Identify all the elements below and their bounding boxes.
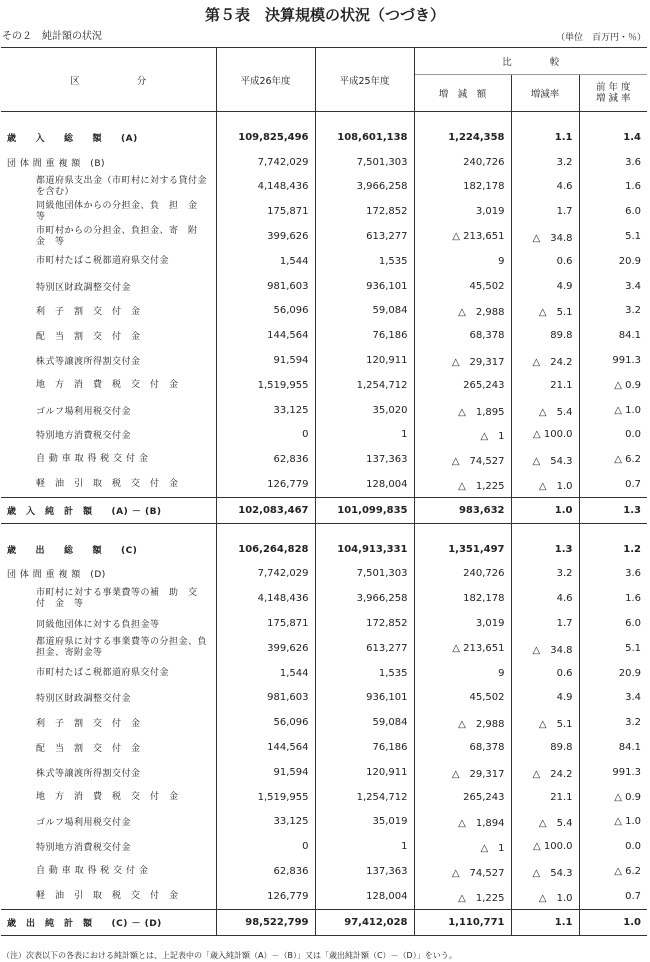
value-zougen: 983,632 bbox=[414, 497, 511, 523]
header-zennen: 前 年 度 増 減 率 bbox=[579, 75, 647, 112]
value-h25: 7,501,303 bbox=[315, 150, 414, 175]
table-row bbox=[1, 472, 647, 497]
header-h26: 平成26年度 bbox=[216, 48, 315, 112]
value-zennen: △ 0.9 bbox=[579, 785, 647, 810]
value-zougenritsu: 1.7 bbox=[511, 611, 579, 636]
value-h25: 1,254,712 bbox=[315, 373, 414, 398]
value-zennen: △ 1.0 bbox=[579, 810, 647, 835]
total-row bbox=[1, 537, 647, 562]
value-h26: 91,594 bbox=[216, 348, 315, 373]
table-row bbox=[1, 810, 647, 835]
row-label: 団 体 間 重 複 額 (D) bbox=[7, 570, 106, 581]
value-zennen: 84.1 bbox=[579, 735, 647, 760]
table-row bbox=[1, 611, 647, 636]
value-h25: 172,852 bbox=[315, 199, 414, 224]
table-subtitle: その２ 純計額の状況 bbox=[2, 31, 102, 42]
value-zougen: 1,224,358 bbox=[414, 125, 511, 150]
value-h26: 1,544 bbox=[216, 249, 315, 274]
row-label: 歳 出 純 計 額 (C) － (D) bbox=[1, 909, 216, 935]
table-row bbox=[1, 348, 647, 373]
value-zennen: 1.6 bbox=[579, 175, 647, 200]
value-zennen: 0.7 bbox=[579, 472, 647, 497]
value-zougen: 45,502 bbox=[414, 686, 511, 711]
value-zougenritsu: △ 34.8 bbox=[511, 224, 579, 249]
value-zougen: 1,110,771 bbox=[414, 909, 511, 935]
value-zougenritsu: △ 24.2 bbox=[511, 760, 579, 785]
value-h25: 101,099,835 bbox=[315, 497, 414, 523]
value-h26: 144,564 bbox=[216, 323, 315, 348]
value-h25: 1,535 bbox=[315, 661, 414, 686]
value-zennen: 0.7 bbox=[579, 884, 647, 909]
value-zougen: 9 bbox=[414, 249, 511, 274]
value-zougenritsu: 1.0 bbox=[511, 497, 579, 523]
value-h26: 981,603 bbox=[216, 274, 315, 299]
page-title: 第５表 決算規模の状況（つづき） bbox=[204, 6, 445, 24]
value-zougen: △ 29,317 bbox=[414, 348, 511, 373]
value-zougen: △ 1,225 bbox=[414, 884, 511, 909]
value-h26: 126,779 bbox=[216, 472, 315, 497]
row-label: ゴルフ場利用税交付金 bbox=[36, 406, 132, 417]
table-row bbox=[1, 224, 647, 249]
table-row bbox=[1, 661, 647, 686]
row-label: 都道府県支出金（市町村に対する貸付金を含む） bbox=[36, 175, 208, 197]
value-zougenritsu: 4.6 bbox=[511, 175, 579, 200]
value-h26: 399,626 bbox=[216, 636, 315, 661]
value-zennen: 3.4 bbox=[579, 686, 647, 711]
row-label: 市町村に対する事業費等の補 助 交 付 金 等 bbox=[36, 587, 208, 609]
value-h25: 1,254,712 bbox=[315, 785, 414, 810]
value-zougen: △ 213,651 bbox=[414, 636, 511, 661]
row-label: 配 当 割 交 付 金 bbox=[36, 332, 141, 343]
value-zougen: △ 2,988 bbox=[414, 299, 511, 324]
value-zougen: 265,243 bbox=[414, 785, 511, 810]
table-row bbox=[1, 785, 647, 810]
value-zougenritsu: 21.1 bbox=[511, 785, 579, 810]
value-zougen: △ 1 bbox=[414, 834, 511, 859]
row-label: 自 動 車 取 得 税 交 付 金 bbox=[36, 866, 149, 876]
value-zougen: △ 74,527 bbox=[414, 859, 511, 884]
row-label: 同級他団体に対する負担金等 bbox=[36, 620, 160, 631]
value-zougenritsu: 89.8 bbox=[511, 323, 579, 348]
value-h26: 175,871 bbox=[216, 611, 315, 636]
value-h26: 98,522,799 bbox=[216, 909, 315, 935]
value-zougen: 240,726 bbox=[414, 150, 511, 175]
value-h25: 120,911 bbox=[315, 760, 414, 785]
value-zougen: 45,502 bbox=[414, 274, 511, 299]
value-h26: 4,148,436 bbox=[216, 586, 315, 611]
value-zougenritsu: 1.7 bbox=[511, 199, 579, 224]
row-label: 地 方 消 費 税 交 付 金 bbox=[36, 791, 179, 802]
value-zougen: 240,726 bbox=[414, 562, 511, 587]
value-zougen: 3,019 bbox=[414, 611, 511, 636]
value-zougen: 3,019 bbox=[414, 199, 511, 224]
value-zougenritsu: 1.1 bbox=[511, 125, 579, 150]
value-zennen: 1.0 bbox=[579, 909, 647, 935]
value-h25: 76,186 bbox=[315, 323, 414, 348]
value-h26: 7,742,029 bbox=[216, 562, 315, 587]
row-label: 特別地方消費税交付金 bbox=[36, 843, 132, 854]
value-h26: 56,096 bbox=[216, 299, 315, 324]
table-row bbox=[1, 760, 647, 785]
row-label: 団 体 間 重 複 額 (B) bbox=[7, 158, 106, 169]
total-row bbox=[1, 909, 647, 935]
table-row bbox=[1, 423, 647, 448]
value-h25: 137,363 bbox=[315, 447, 414, 472]
value-h26: 0 bbox=[216, 423, 315, 448]
value-zougen: △ 1 bbox=[414, 423, 511, 448]
row-label: 歳 出 総 額 (C) bbox=[7, 545, 138, 556]
table-row bbox=[1, 150, 647, 175]
row-label: 歳 入 総 額 (A) bbox=[7, 133, 138, 144]
value-zougenritsu: △ 100.0 bbox=[511, 423, 579, 448]
table-row bbox=[1, 735, 647, 760]
value-zougenritsu: 3.2 bbox=[511, 150, 579, 175]
value-zennen: 3.4 bbox=[579, 274, 647, 299]
value-zougenritsu: △ 1.0 bbox=[511, 884, 579, 909]
table-row bbox=[1, 447, 647, 472]
header-hikaku: 比 較 bbox=[414, 48, 647, 75]
unit-label: （単位 百万円・％） bbox=[555, 33, 646, 43]
section-spacer bbox=[1, 112, 647, 126]
value-zougenritsu: 0.6 bbox=[511, 661, 579, 686]
value-zennen: △ 1.0 bbox=[579, 398, 647, 423]
value-zougenritsu: △ 100.0 bbox=[511, 834, 579, 859]
value-h25: 59,084 bbox=[315, 710, 414, 735]
value-zennen: △ 6.2 bbox=[579, 859, 647, 884]
value-h26: 33,125 bbox=[216, 398, 315, 423]
value-h26: 91,594 bbox=[216, 760, 315, 785]
table-row bbox=[1, 274, 647, 299]
value-h25: 137,363 bbox=[315, 859, 414, 884]
value-h25: 1 bbox=[315, 423, 414, 448]
value-zougen: 182,178 bbox=[414, 175, 511, 200]
row-label: 利 子 割 交 付 金 bbox=[36, 719, 141, 730]
table-body bbox=[1, 112, 647, 936]
table-row bbox=[1, 398, 647, 423]
value-zougen: 1,351,497 bbox=[414, 537, 511, 562]
value-zennen: 6.0 bbox=[579, 611, 647, 636]
row-label: 軽 油 引 取 税 交 付 金 bbox=[36, 479, 179, 490]
value-zougenritsu: △ 5.4 bbox=[511, 398, 579, 423]
header-kubun: 区 分 bbox=[1, 48, 216, 112]
value-h26: 1,519,955 bbox=[216, 785, 315, 810]
value-h25: 128,004 bbox=[315, 884, 414, 909]
row-label: 株式等譲渡所得割交付金 bbox=[36, 357, 141, 368]
value-h25: 76,186 bbox=[315, 735, 414, 760]
value-h25: 1 bbox=[315, 834, 414, 859]
value-zougenritsu: 89.8 bbox=[511, 735, 579, 760]
value-h25: 108,601,138 bbox=[315, 125, 414, 150]
value-h25: 128,004 bbox=[315, 472, 414, 497]
row-label: 特別区財政調整交付金 bbox=[36, 694, 132, 705]
value-h26: 4,148,436 bbox=[216, 175, 315, 200]
row-label: 自 動 車 取 得 税 交 付 金 bbox=[36, 454, 149, 465]
value-zougenritsu: 4.6 bbox=[511, 586, 579, 611]
value-zougen: 9 bbox=[414, 661, 511, 686]
value-zennen: 991.3 bbox=[579, 348, 647, 373]
row-label: 特別区財政調整交付金 bbox=[36, 282, 132, 293]
value-zougen: △ 1,225 bbox=[414, 472, 511, 497]
row-label: 市町村からの分担金、負担金、寄 附 金 等 bbox=[36, 225, 208, 247]
value-zougenritsu: 1.1 bbox=[511, 909, 579, 935]
value-zennen: △ 0.9 bbox=[579, 373, 647, 398]
value-h26: 175,871 bbox=[216, 199, 315, 224]
value-h26: 981,603 bbox=[216, 686, 315, 711]
value-zougen: △ 29,317 bbox=[414, 760, 511, 785]
value-zennen: 3.6 bbox=[579, 150, 647, 175]
value-zennen: 1.4 bbox=[579, 125, 647, 150]
value-zougenritsu: △ 24.2 bbox=[511, 348, 579, 373]
value-h26: 33,125 bbox=[216, 810, 315, 835]
value-h26: 1,544 bbox=[216, 661, 315, 686]
value-h26: 7,742,029 bbox=[216, 150, 315, 175]
row-label: 市町村たばこ税都道府県交付金 bbox=[36, 255, 170, 266]
header-zougenritsu: 増減率 bbox=[511, 75, 579, 112]
value-h26: 399,626 bbox=[216, 224, 315, 249]
footnote: （注）次表以下の各表における純計額とは、上記表中の「歳入純計額（A）－（B）」又は「歳出純計額（C）－（D）」をいう。 bbox=[2, 951, 457, 960]
table-row bbox=[1, 586, 647, 611]
value-zennen: 3.2 bbox=[579, 299, 647, 324]
value-zennen: 3.6 bbox=[579, 562, 647, 587]
value-h26: 144,564 bbox=[216, 735, 315, 760]
value-zougenritsu: 0.6 bbox=[511, 249, 579, 274]
table-row bbox=[1, 199, 647, 224]
value-h25: 1,535 bbox=[315, 249, 414, 274]
value-h25: 59,084 bbox=[315, 299, 414, 324]
total-row bbox=[1, 497, 647, 523]
value-zennen: 5.1 bbox=[579, 636, 647, 661]
value-h26: 106,264,828 bbox=[216, 537, 315, 562]
value-h26: 102,083,467 bbox=[216, 497, 315, 523]
value-h26: 62,836 bbox=[216, 859, 315, 884]
value-zougenritsu: 3.2 bbox=[511, 562, 579, 587]
value-h26: 109,825,496 bbox=[216, 125, 315, 150]
value-zougenritsu: 4.9 bbox=[511, 274, 579, 299]
table-row bbox=[1, 299, 647, 324]
value-zougen: 265,243 bbox=[414, 373, 511, 398]
value-zennen: 1.6 bbox=[579, 586, 647, 611]
value-h26: 62,836 bbox=[216, 447, 315, 472]
table-row bbox=[1, 710, 647, 735]
value-zennen: △ 6.2 bbox=[579, 447, 647, 472]
header-zougen: 増 減 額 bbox=[414, 75, 511, 112]
table-row bbox=[1, 834, 647, 859]
value-h25: 3,966,258 bbox=[315, 175, 414, 200]
row-label: 軽 油 引 取 税 交 付 金 bbox=[36, 890, 179, 901]
value-zougenritsu: △ 54.3 bbox=[511, 859, 579, 884]
value-h26: 0 bbox=[216, 834, 315, 859]
value-zougen: △ 1,895 bbox=[414, 398, 511, 423]
value-zougen: 68,378 bbox=[414, 323, 511, 348]
value-zougenritsu: 1.3 bbox=[511, 537, 579, 562]
value-zougenritsu: △ 54.3 bbox=[511, 447, 579, 472]
header-h25: 平成25年度 bbox=[315, 48, 414, 112]
value-zennen: 84.1 bbox=[579, 323, 647, 348]
value-zennen: 20.9 bbox=[579, 661, 647, 686]
value-zougenritsu: 4.9 bbox=[511, 686, 579, 711]
row-label: 利 子 割 交 付 金 bbox=[36, 307, 141, 318]
table-row bbox=[1, 686, 647, 711]
value-h25: 3,966,258 bbox=[315, 586, 414, 611]
value-zennen: 3.2 bbox=[579, 710, 647, 735]
value-zennen: 1.3 bbox=[579, 497, 647, 523]
value-h26: 1,519,955 bbox=[216, 373, 315, 398]
value-zougenritsu: △ 34.8 bbox=[511, 636, 579, 661]
value-zougenritsu: 21.1 bbox=[511, 373, 579, 398]
value-h25: 172,852 bbox=[315, 611, 414, 636]
value-h25: 613,277 bbox=[315, 636, 414, 661]
value-h25: 104,913,331 bbox=[315, 537, 414, 562]
table-row bbox=[1, 859, 647, 884]
value-zougen: 68,378 bbox=[414, 735, 511, 760]
table-row bbox=[1, 373, 647, 398]
value-zennen: 6.0 bbox=[579, 199, 647, 224]
value-zougenritsu: △ 5.1 bbox=[511, 299, 579, 324]
value-zougenritsu: △ 5.1 bbox=[511, 710, 579, 735]
row-label: 同級他団体からの分担金、負 担 金 等 bbox=[36, 200, 208, 222]
value-zougenritsu: △ 5.4 bbox=[511, 810, 579, 835]
value-h26: 126,779 bbox=[216, 884, 315, 909]
row-label: 特別地方消費税交付金 bbox=[36, 431, 132, 442]
value-zougen: △ 2,988 bbox=[414, 710, 511, 735]
value-zennen: 0.0 bbox=[579, 834, 647, 859]
section-spacer bbox=[1, 523, 647, 537]
value-zennen: 991.3 bbox=[579, 760, 647, 785]
table-row bbox=[1, 636, 647, 661]
value-h25: 936,101 bbox=[315, 274, 414, 299]
value-zennen: 5.1 bbox=[579, 224, 647, 249]
value-zougen: △ 213,651 bbox=[414, 224, 511, 249]
row-label: 配 当 割 交 付 金 bbox=[36, 744, 141, 755]
table-row bbox=[1, 249, 647, 274]
value-h25: 936,101 bbox=[315, 686, 414, 711]
table-row bbox=[1, 884, 647, 909]
table-row bbox=[1, 323, 647, 348]
budget-table bbox=[1, 47, 647, 936]
row-label: 都道府県に対する事業費等の分担金、負担金、寄附金等 bbox=[36, 637, 208, 659]
row-label: 市町村たばこ税都道府県交付金 bbox=[36, 667, 170, 678]
row-label: 株式等譲渡所得割交付金 bbox=[36, 768, 141, 779]
value-h25: 35,020 bbox=[315, 398, 414, 423]
value-zougen: 182,178 bbox=[414, 586, 511, 611]
value-h25: 97,412,028 bbox=[315, 909, 414, 935]
row-label: ゴルフ場利用税交付金 bbox=[36, 818, 132, 829]
row-label: 歳 入 純 計 額 (A) － (B) bbox=[1, 497, 216, 523]
value-zennen: 20.9 bbox=[579, 249, 647, 274]
total-row bbox=[1, 125, 647, 150]
value-zennen: 1.2 bbox=[579, 537, 647, 562]
value-h25: 35,019 bbox=[315, 810, 414, 835]
value-h25: 7,501,303 bbox=[315, 562, 414, 587]
value-h25: 613,277 bbox=[315, 224, 414, 249]
value-zougenritsu: △ 1.0 bbox=[511, 472, 579, 497]
table-row bbox=[1, 175, 647, 200]
row-label: 地 方 消 費 税 交 付 金 bbox=[36, 379, 179, 390]
value-zougen: △ 74,527 bbox=[414, 447, 511, 472]
value-h25: 120,911 bbox=[315, 348, 414, 373]
value-h26: 56,096 bbox=[216, 710, 315, 735]
table-row bbox=[1, 562, 647, 587]
value-zougen: △ 1,894 bbox=[414, 810, 511, 835]
value-zennen: 0.0 bbox=[579, 423, 647, 448]
